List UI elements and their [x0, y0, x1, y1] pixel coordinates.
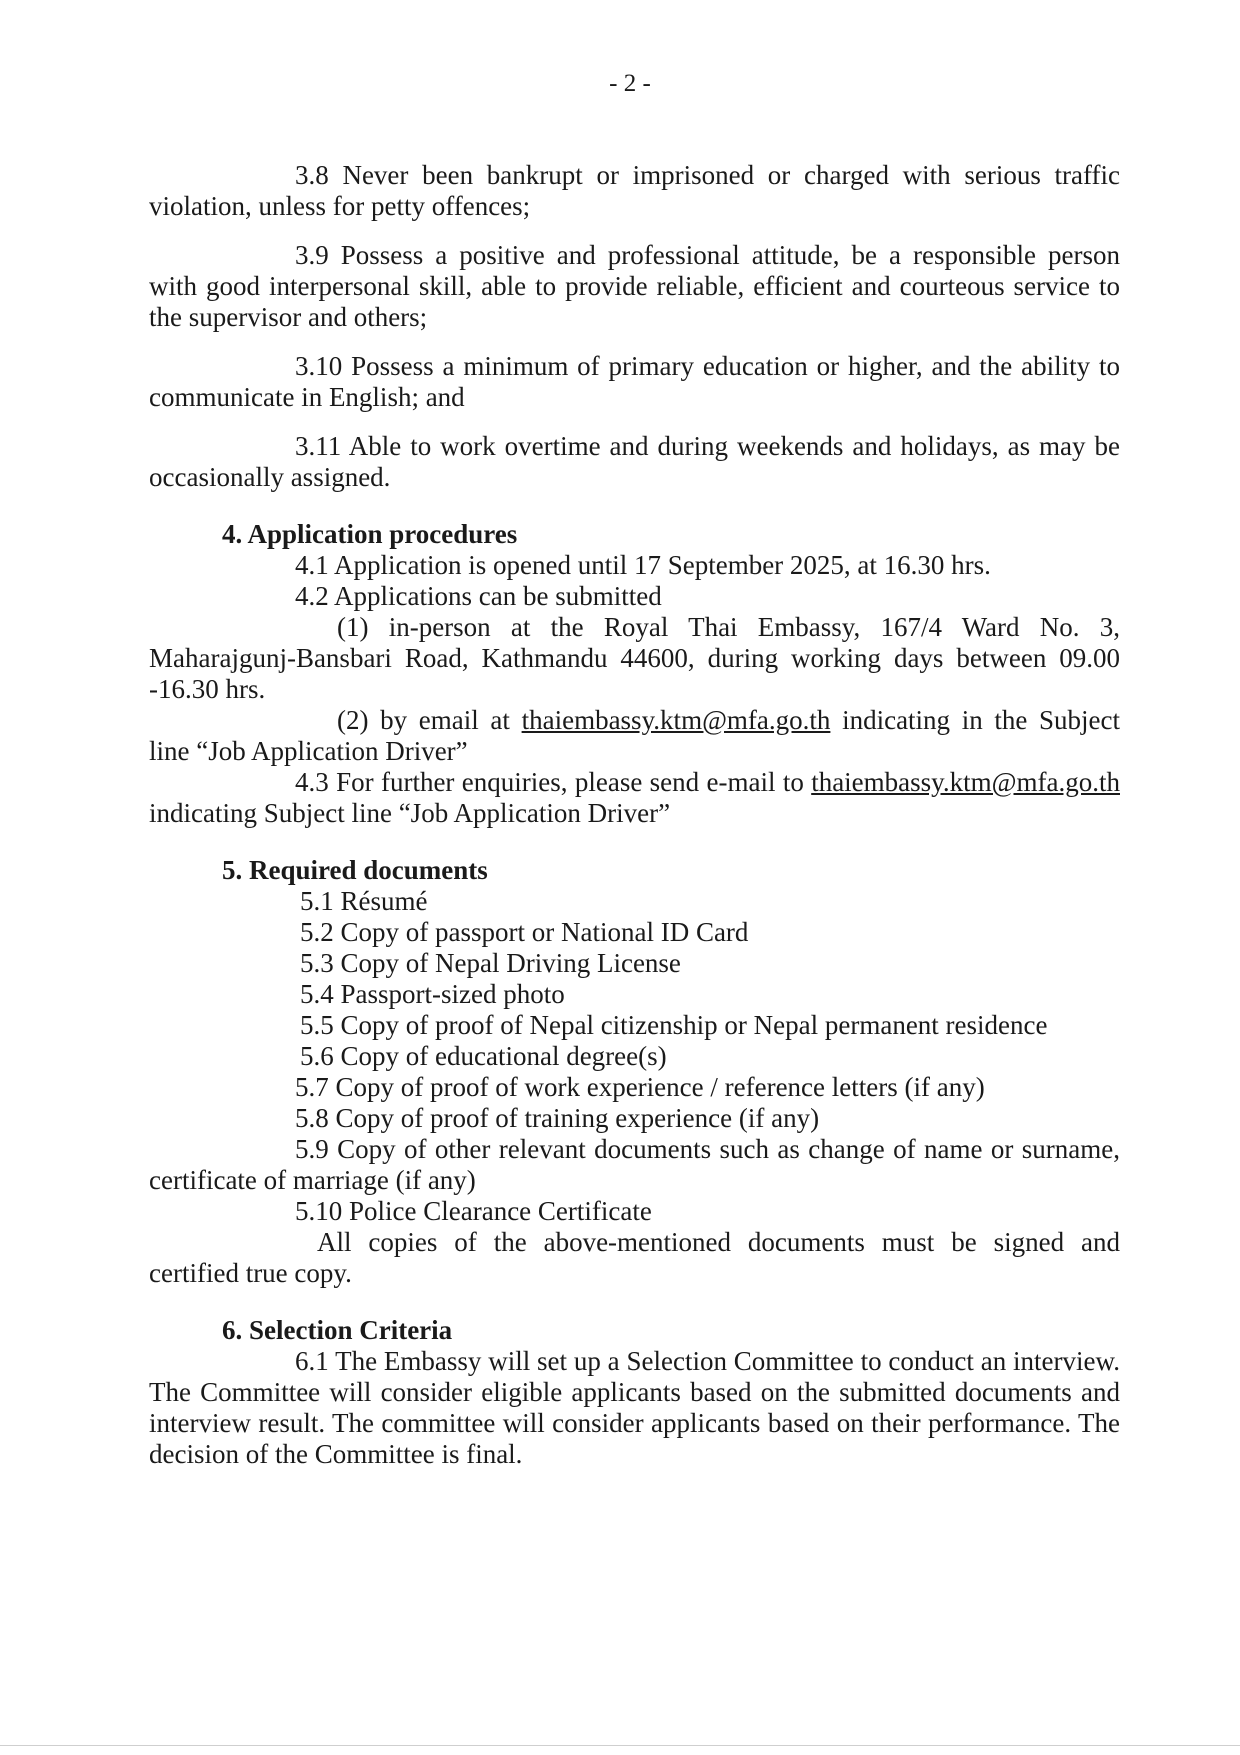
- item-4-3: [149, 767, 1120, 829]
- section-5-heading: 5. Required documents: [222, 855, 488, 885]
- criterion-3-11: 3.11 Able to work overtime and during weekends and holidays, as may be occasionally assigned.: [149, 431, 1120, 492]
- document-item-5-10: 5.10 Police Clearance Certificate: [295, 1196, 652, 1226]
- criterion-3-8: 3.8 Never been bankrupt or imprisoned or charged with serious traffic violation, unless for petty offences;: [149, 160, 1120, 221]
- section-4-heading: 4. Application procedures: [222, 519, 518, 549]
- item-4-3-prefix: 4.3 For further enquiries, please send e-mail to: [295, 767, 804, 797]
- document-item: 5.8 Copy of proof of training experience (if any): [295, 1103, 820, 1133]
- document-item: 5.2 Copy of passport or National ID Card: [300, 917, 749, 947]
- item-4-3-suffix: indicating Subject line “Job Application Driver”: [149, 798, 671, 828]
- item-4-2-sub-2: [149, 705, 1120, 767]
- bottom-divider: [0, 1745, 1240, 1746]
- criterion-3-9: 3.9 Possess a positive and professional attitude, be a responsible person with good interpersonal skill, able to provide reliable, efficient and courteous service to the supervisor and others;: [149, 240, 1120, 332]
- section-6-heading: 6. Selection Criteria: [222, 1315, 453, 1345]
- email-link[interactable]: thaiembassy.ktm@mfa.go.th: [521, 705, 831, 735]
- document-item: 5.4 Passport-sized photo: [300, 979, 565, 1009]
- item-4-2-sub-1: (1) in-person at the Royal Thai Embassy, 167/4 Ward No. 3, Maharajgunj-Bansbari Road, Kathmandu 44600, during working days between 09.00 -16.30 hrs.: [149, 612, 1120, 704]
- document-item: 5.3 Copy of Nepal Driving License: [300, 948, 681, 978]
- enquiry-email-link[interactable]: thaiembassy.ktm@mfa.go.th: [811, 767, 1120, 797]
- sub-2-prefix: (2) by email at: [337, 705, 510, 735]
- item-6-1: 6.1 The Embassy will set up a Selection Committee to conduct an interview. The Committee will consider eligible applicants based on the submitted documents and interview result. The committee will consider applicants based on their performance. The decision of the Committee is final.: [149, 1346, 1120, 1469]
- page-number: - 2 -: [609, 70, 651, 97]
- document-item-5-9: 5.9 Copy of other relevant documents such as change of name or surname, certificate of marriage (if any): [149, 1134, 1120, 1195]
- document-body: [149, 160, 1120, 1470]
- certification-note: All copies of the above-mentioned documents must be signed and certified true copy.: [149, 1227, 1120, 1288]
- document-item: 5.1 Résumé: [300, 886, 428, 916]
- item-4-2: 4.2 Applications can be submitted: [295, 581, 662, 611]
- sub-2-suffix: indicating in the Subject line “Job Application Driver”: [149, 705, 1121, 766]
- document-item: 5.6 Copy of educational degree(s): [300, 1041, 667, 1071]
- document-item: 5.5 Copy of proof of Nepal citizenship or Nepal permanent residence: [300, 1010, 1048, 1040]
- item-4-1: 4.1 Application is opened until 17 September 2025, at 16.30 hrs.: [295, 550, 991, 580]
- document-item: 5.7 Copy of proof of work experience / reference letters (if any): [295, 1072, 985, 1102]
- criterion-3-10: 3.10 Possess a minimum of primary education or higher, and the ability to communicate in English; and: [149, 351, 1120, 412]
